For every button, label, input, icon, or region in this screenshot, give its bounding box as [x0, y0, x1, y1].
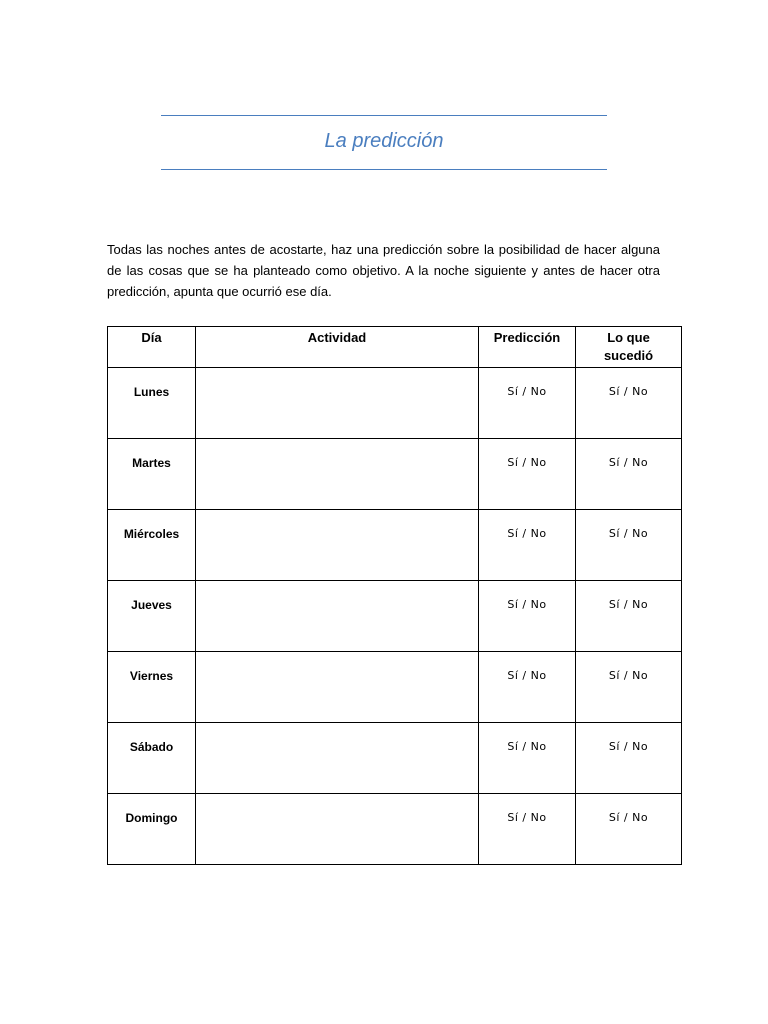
prediction-choice: Sí / No	[507, 669, 547, 682]
table-row	[108, 368, 682, 439]
outcome-choice: Sí / No	[608, 811, 649, 824]
day-cell	[108, 439, 196, 510]
page-title: La predicción	[324, 130, 444, 152]
outcome-choice: Sí / No	[608, 456, 649, 469]
prediction-choice: Sí / No	[507, 740, 547, 753]
prediction-choice: Sí / No	[507, 527, 547, 540]
header-day: Día	[108, 327, 196, 368]
day-label: Viernes	[129, 669, 174, 683]
activity-value	[196, 368, 478, 385]
prediction-choice: Sí / No	[507, 598, 547, 611]
outcome-cell[interactable]	[576, 368, 682, 439]
activity-cell[interactable]	[196, 368, 479, 439]
activity-cell[interactable]	[196, 581, 479, 652]
prediction-cell[interactable]	[479, 510, 576, 581]
table-row	[108, 723, 682, 794]
activity-value	[196, 794, 478, 811]
day-cell	[108, 581, 196, 652]
day-label: Domingo	[125, 811, 178, 825]
activity-cell[interactable]	[196, 794, 479, 865]
header-activity: Actividad	[196, 327, 479, 368]
prediction-choice: Sí / No	[507, 385, 547, 398]
prediction-table	[107, 326, 682, 865]
day-label: Martes	[132, 456, 171, 470]
header-prediction: Predicción	[479, 327, 576, 368]
outcome-cell[interactable]	[576, 794, 682, 865]
prediction-choice: Sí / No	[507, 456, 547, 469]
outcome-choice: Sí / No	[608, 527, 649, 540]
prediction-cell[interactable]	[479, 439, 576, 510]
outcome-choice: Sí / No	[608, 385, 649, 398]
activity-value	[196, 652, 478, 669]
day-cell	[108, 368, 196, 439]
activity-cell[interactable]	[196, 652, 479, 723]
activity-cell[interactable]	[196, 723, 479, 794]
table-row	[108, 652, 682, 723]
activity-value	[196, 439, 478, 456]
outcome-cell[interactable]	[576, 652, 682, 723]
prediction-choice: Sí / No	[507, 811, 547, 824]
prediction-cell[interactable]	[479, 652, 576, 723]
title-rule-top	[161, 115, 607, 116]
outcome-cell[interactable]	[576, 439, 682, 510]
activity-value	[196, 581, 478, 598]
header-outcome: Lo que sucedió	[576, 327, 682, 368]
table-row	[108, 439, 682, 510]
day-cell	[108, 652, 196, 723]
day-label: Sábado	[129, 740, 174, 754]
title-rule-bottom	[161, 169, 607, 170]
prediction-cell[interactable]	[479, 794, 576, 865]
outcome-choice: Sí / No	[608, 598, 649, 611]
activity-value	[196, 723, 478, 740]
outcome-choice: Sí / No	[608, 740, 649, 753]
day-cell	[108, 794, 196, 865]
prediction-cell[interactable]	[479, 581, 576, 652]
activity-cell[interactable]	[196, 510, 479, 581]
prediction-cell[interactable]	[479, 368, 576, 439]
day-label: Miércoles	[123, 527, 180, 541]
activity-value	[196, 510, 478, 527]
day-label: Lunes	[133, 385, 170, 399]
table-row	[108, 794, 682, 865]
outcome-choice: Sí / No	[608, 669, 649, 682]
day-cell	[108, 723, 196, 794]
activity-cell[interactable]	[196, 439, 479, 510]
day-label: Jueves	[131, 598, 172, 612]
table-row	[108, 581, 682, 652]
outcome-cell[interactable]	[576, 581, 682, 652]
outcome-cell[interactable]	[576, 723, 682, 794]
prediction-cell[interactable]	[479, 723, 576, 794]
outcome-cell[interactable]	[576, 510, 682, 581]
intro-paragraph: Todas las noches antes de acostarte, haz una predicción sobre la posibilidad de hacer alguna de las cosas que se ha planteado como objetivo. A la noche siguiente y antes de hacer otra predicción, apunta que ocurrió ese día.	[107, 242, 660, 299]
day-cell	[108, 510, 196, 581]
table-row	[108, 510, 682, 581]
table-header-row	[108, 327, 682, 368]
